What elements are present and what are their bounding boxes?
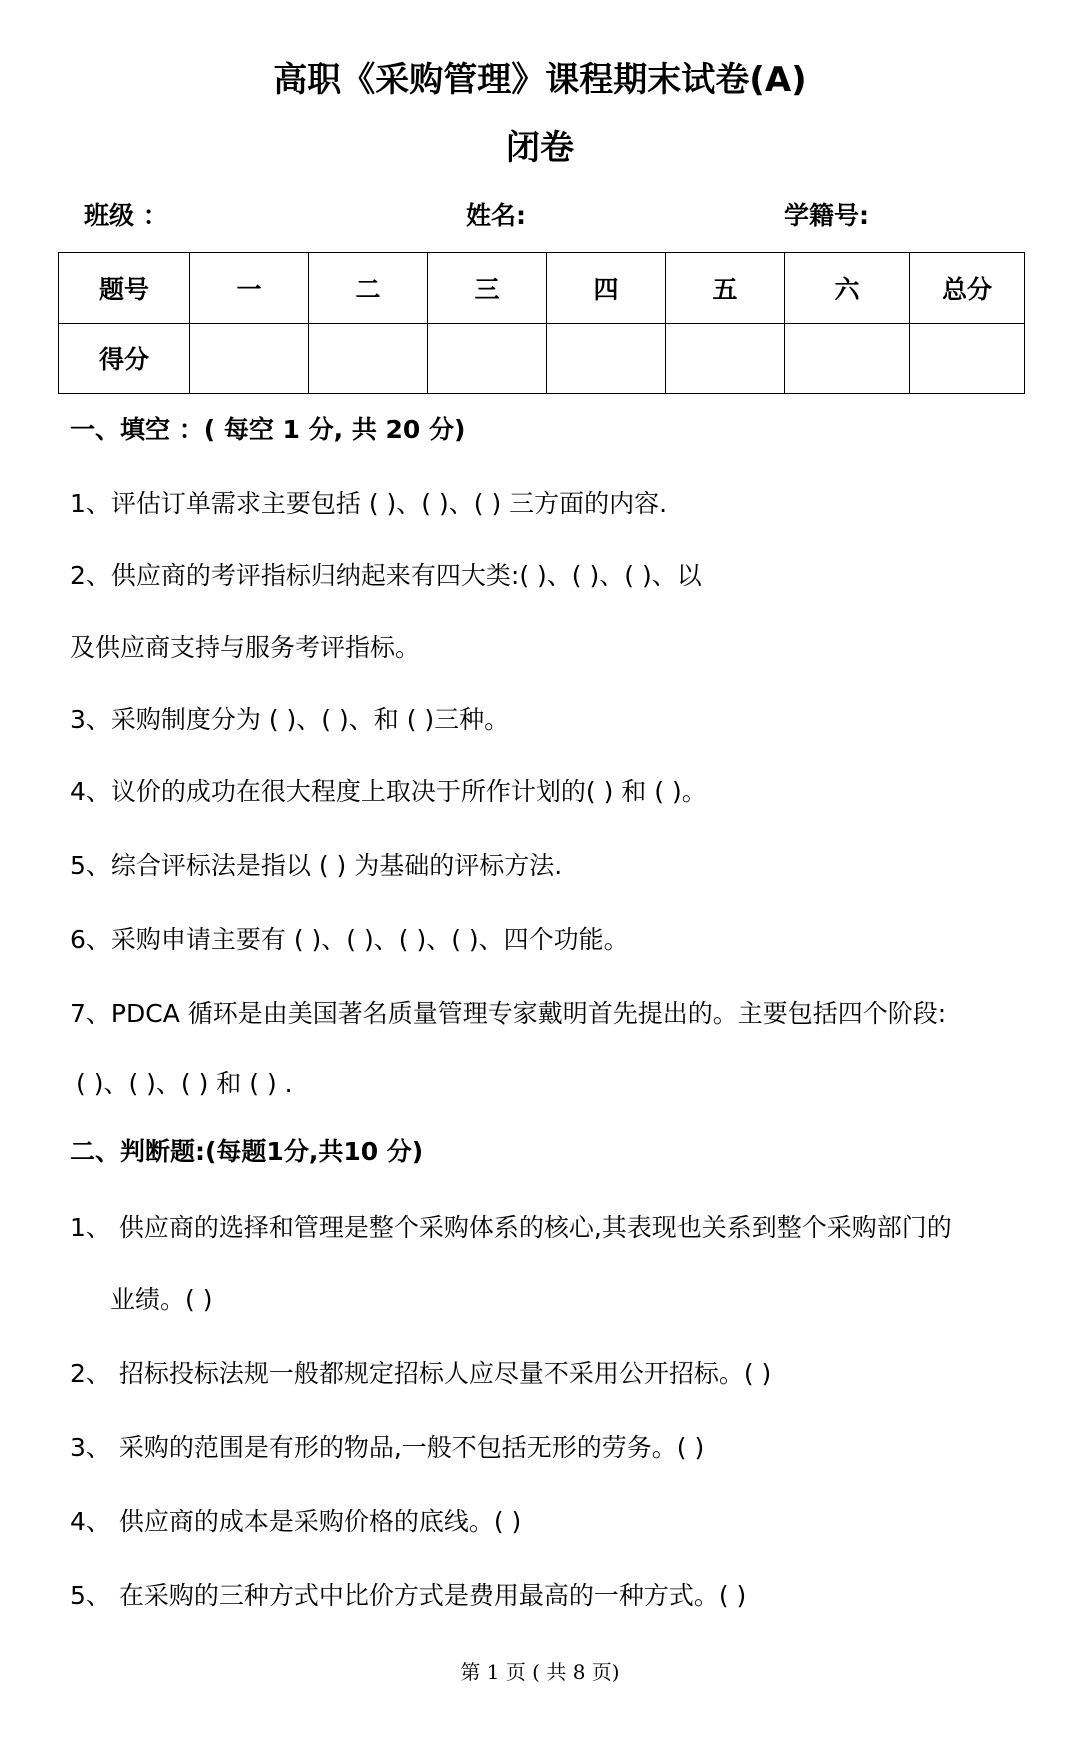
question-continuation: 业绩。( ) [110, 1285, 213, 1314]
question: 5、 在采购的三种方式中比价方式是费用最高的一种方式。( ) [70, 1581, 747, 1610]
table-cell: 五 [666, 253, 785, 324]
name-label: 姓名: [466, 201, 526, 230]
class-label: 班级 ： [84, 201, 168, 230]
student-id-label: 学籍号: [784, 201, 869, 230]
table-cell: 二 [309, 253, 428, 324]
page-footer: 第 1 页 ( 共 8 页) [460, 1660, 620, 1684]
question: 1、 供应商的选择和管理是整个采购体系的核心,其表现也关系到整个采购部门的 [70, 1213, 952, 1242]
question: 7、PDCA 循环是由美国著名质量管理专家戴明首先提出的。主要包括四个阶段: [70, 999, 947, 1028]
section-heading: 二、判断题:(每题1分,共10 分) [70, 1137, 424, 1166]
table-cell: 总分 [910, 253, 1025, 324]
score-row [59, 323, 1025, 394]
question: 2、 招标投标法规一般都规定招标人应尽量不采用公开招标。( ) [70, 1359, 772, 1388]
question: 3、 采购的范围是有形的物品,一般不包括无形的劳务。( ) [70, 1433, 705, 1462]
table-cell: 三 [428, 253, 547, 324]
table-cell: 得分 [59, 323, 190, 394]
exam-type: 闭卷 [506, 128, 574, 168]
score-cell[interactable] [666, 323, 785, 394]
table-cell: 一 [190, 253, 309, 324]
question-continuation: 及供应商支持与服务考评指标。 [70, 633, 421, 662]
question: 5、综合评标法是指以 ( ) 为基础的评标方法. [70, 851, 563, 880]
question-continuation: ( )、( )、( ) 和 ( ) . [76, 1069, 293, 1098]
question: 4、 供应商的成本是采购价格的底线。( ) [70, 1507, 522, 1536]
question: 4、议价的成功在很大程度上取决于所作计划的( ) 和 ( )。 [70, 777, 707, 806]
table-cell: 题号 [59, 253, 190, 324]
question: 3、采购制度分为 ( )、( )、和 ( )三种。 [70, 705, 510, 734]
section-heading: 一、填空 ：( 每空 1 分, 共 20 分) [70, 415, 466, 444]
table-cell: 六 [785, 253, 910, 324]
question-number-row [59, 253, 1025, 324]
score-cell[interactable] [785, 323, 910, 394]
question: 6、采购申请主要有 ( )、( )、( )、( )、四个功能。 [70, 925, 629, 954]
score-cell[interactable] [190, 323, 309, 394]
score-table [58, 252, 1025, 394]
question: 2、供应商的考评指标归纳起来有四大类:( )、( )、( )、以 [70, 561, 702, 590]
score-cell[interactable] [428, 323, 547, 394]
score-cell[interactable] [309, 323, 428, 394]
exam-title: 高职《采购管理》课程期末试卷(A) [273, 60, 807, 100]
question: 1、评估订单需求主要包括 ( )、( )、( ) 三方面的内容. [70, 489, 668, 518]
score-cell[interactable] [547, 323, 666, 394]
table-cell: 四 [547, 253, 666, 324]
score-cell[interactable] [910, 323, 1025, 394]
